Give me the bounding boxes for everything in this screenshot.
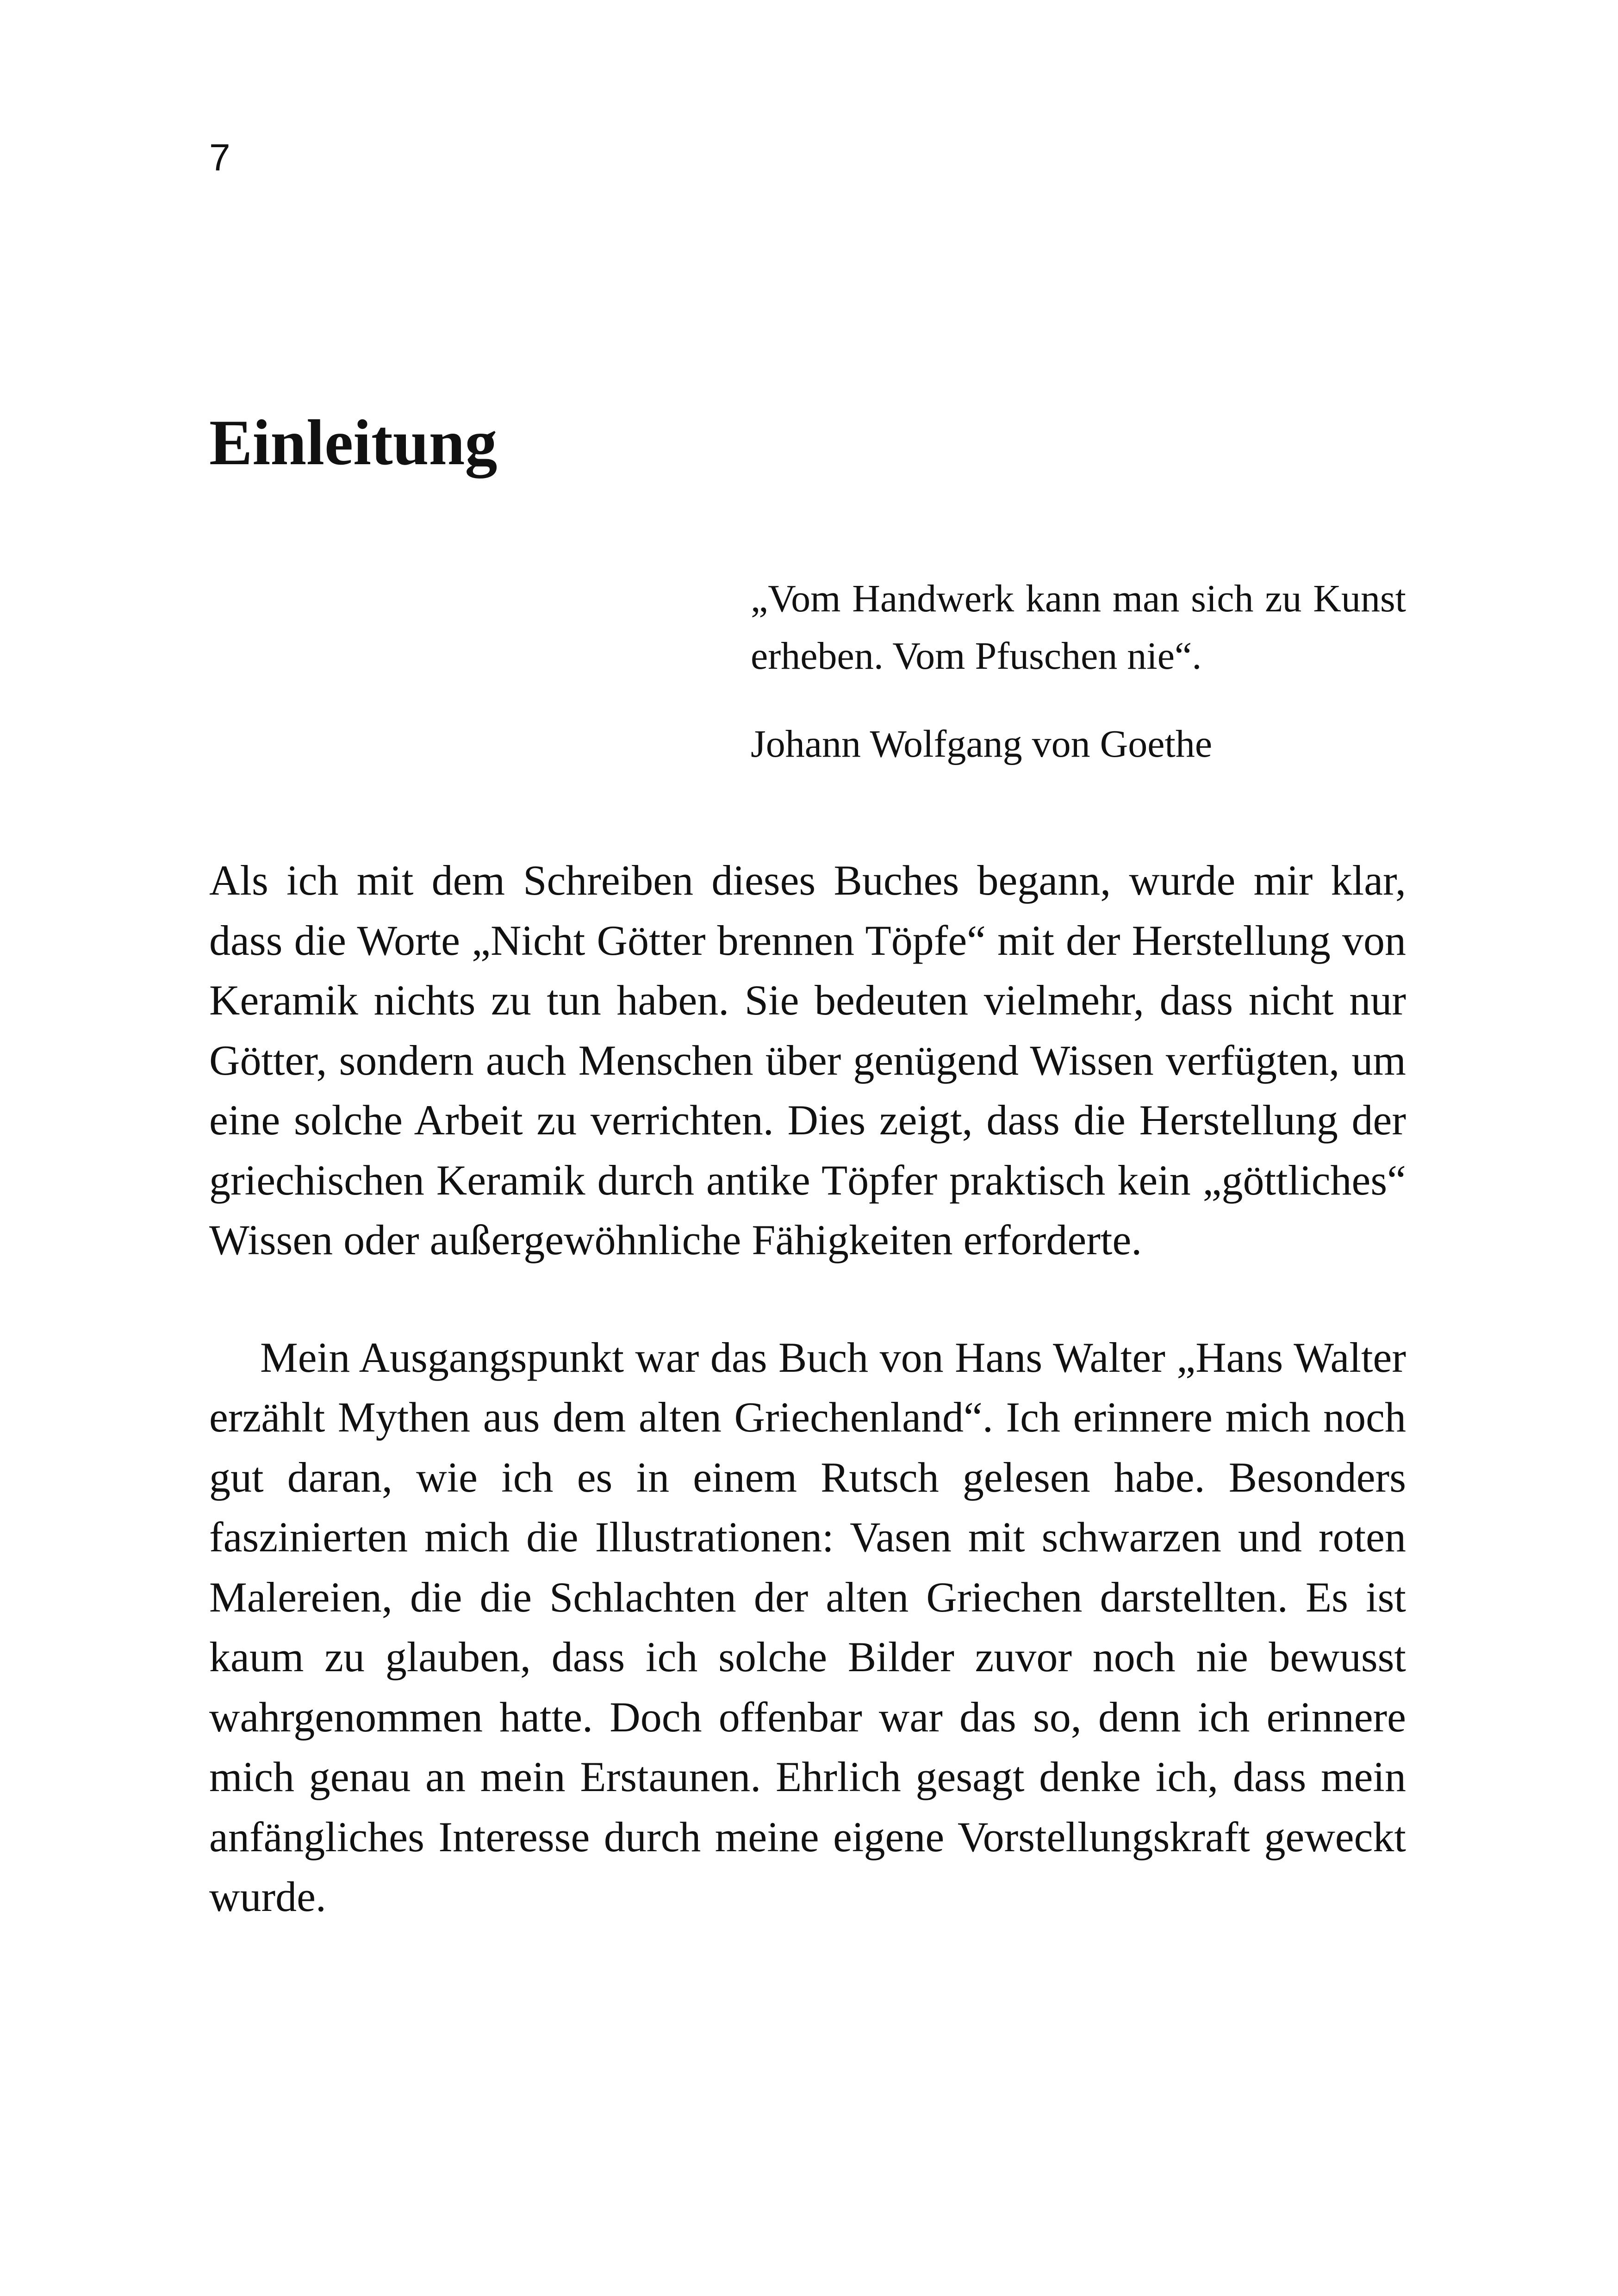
chapter-title: Einleitung bbox=[209, 407, 498, 479]
body-text bbox=[209, 851, 1406, 1927]
epigraph-author: Johann Wolfgang von Goethe bbox=[751, 722, 1213, 765]
epigraph-quote: „Vom Handwerk kann man sich zu Kunst erheben. Vom Pfuschen nie“. bbox=[751, 577, 1406, 678]
paragraph-1: Als ich mit dem Schreiben dieses Buches begann, wurde mir klar, dass die Worte „Nicht Götter brennen Töpfe“ mit der Herstellung von Keramik nichts zu tun haben. Sie bedeuten vielmehr, dass nicht nur Götter, sondern auch Menschen über genügend Wissen verfügten, um eine solche Arbeit zu verrichten. Dies zeigt, dass die Herstellung der griechischen Keramik durch antike Töpfer praktisch kein „göttliches“ Wissen oder außergewöhnliche Fähigkeiten erforderte. bbox=[209, 857, 1406, 1263]
paragraph-2: Mein Ausgangspunkt war das Buch von Hans Walter „Hans Walter erzählt Mythen aus dem alten Griechenland“. Ich erinnere mich noch gut daran, wie ich es in einem Rutsch gelesen habe. Besonders faszinierten mich die Illustrationen: Vasen mit schwarzen und roten Malereien, die die Schlachten der alten Griechen darstellten. Es ist kaum zu glauben, dass ich solche Bilder zuvor noch nie bewusst wahrgenommen hatte. Doch offenbar war das so, denn ich erinnere mich genau an mein Erstaunen. Ehrlich gesagt denke ich, dass mein anfängliches Interesse durch meine eigene Vorstellungskraft geweckt wurde. bbox=[209, 1333, 1406, 1920]
page-number: 7 bbox=[209, 137, 230, 179]
epigraph bbox=[751, 570, 1406, 773]
